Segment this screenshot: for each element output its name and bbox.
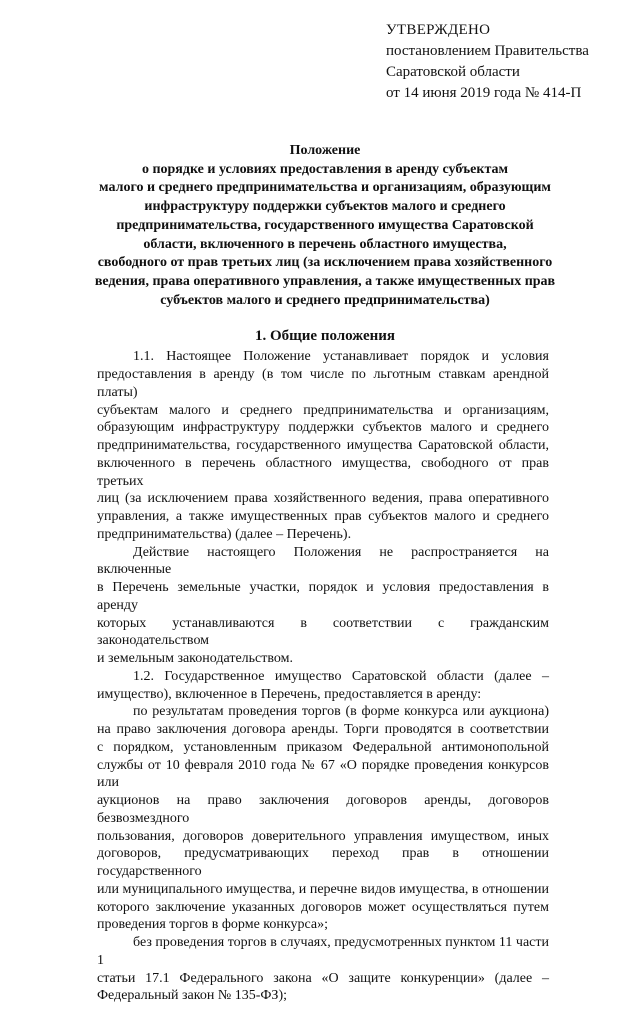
paragraph-line: которых устанавливаются в соответствии с гражданским законодательством [97,615,549,649]
document-title [80,142,570,310]
paragraph-line: пользования, договоров доверительного управления имуществом, иных [97,828,549,844]
title-line: малого и среднего предпринимательства и организациям, образующим [99,180,551,196]
paragraph-line: имущество), включенное в Перечень, предоставляется в аренду: [97,686,482,702]
document-body [97,348,549,1005]
paragraph-line: предоставления в аренду (в том числе по льготным ставкам арендной платы) [97,367,549,400]
title-line: ведения, права оперативного управления, а также имущественных прав [94,273,556,289]
approval-heading: УТВЕРЖДЕНО [386,22,491,38]
paragraph-line: службы от 10 февраля 2010 года № 67 «О порядке проведения конкурсов или [97,757,549,791]
approval-line: постановлением Правительства [386,43,589,59]
paragraph-line: которого заключение указанных договоров может осуществляться путем [97,899,549,915]
title-line: области, включенного в перечень областного имущества, [143,236,507,252]
title-line: предпринимательства, государственного имущества Саратовской [116,217,534,233]
paragraph [97,544,549,668]
paragraph-line: с порядком, установленным приказом Федеральной антимонопольной [97,739,549,755]
title-line: инфраструктуру поддержки субъектов малого и среднего [144,199,506,215]
paragraph-line: управления, а также имущественных прав субъектов малого и среднего [97,509,549,525]
paragraph-line: статьи 17.1 Федерального закона «О защите конкуренции» (далее – [97,970,549,986]
approval-line: Саратовской области [386,64,520,80]
paragraph [97,703,549,934]
paragraph-line: предпринимательства, государственного имущества Саратовской области, [97,438,549,454]
paragraph [97,348,549,543]
paragraph-line: без проведения торгов в случаях, предусмотренных пунктом 11 части 1 [97,935,549,968]
paragraph-line: договоров, предусматривающих переход прав в отношении государственного [97,846,549,880]
paragraph-line: в Перечень земельные участки, порядок и условия предоставления в аренду [97,580,549,613]
paragraph-line: по результатам проведения торгов (в форме конкурса или аукциона) [133,704,549,720]
paragraph-line: включенного в перечень областного имущества, свободного от прав третьих [97,455,549,489]
paragraph-line: субъектам малого и среднего предпринимательства и организациям, [97,402,549,418]
paragraph-line: лиц (за исключением права хозяйственного ведения, права оперативного [97,491,549,507]
title-heading: Положение [289,143,361,158]
title-line: свободного от прав третьих лиц (за исключением права хозяйственного [97,255,553,271]
paragraph-line: на право заключения договора аренды. Торги проводятся в соответствии [97,722,549,738]
paragraph-line: 1.2. Государственное имущество Саратовской области (далее – [133,668,549,684]
paragraph-line: аукционов на право заключения договоров аренды, договоров безвозмездного [97,793,549,826]
paragraph-line: проведения торгов в форме конкурса»; [97,917,328,933]
approval-stamp [386,20,640,104]
title-line: о порядке и условиях предоставления в аренду субъектам [141,161,509,177]
paragraph-line: предпринимательства) (далее – Перечень). [97,526,352,542]
title-line: субъектов малого и среднего предпринимательства) [160,292,490,308]
section-heading: 1. Общие положения [254,328,396,345]
paragraph-line: Действие настоящего Положения не распространяется на включенные [97,544,549,578]
paragraph-line: 1.1. Настоящее Положение устанавливает порядок и условия [133,349,549,365]
paragraph-line: или муниципального имущества, и перечне видов имущества, в отношении [97,881,549,897]
paragraph [97,668,549,704]
paragraph-line: и земельным законодательством. [97,651,293,667]
paragraph-line: Федеральный закон № 135-ФЗ); [97,988,287,1004]
paragraph-line: образующим инфраструктуру поддержки субъектов малого и среднего [97,420,549,436]
paragraph [97,934,549,1005]
approval-line: от 14 июня 2019 года № 414-П [386,85,582,101]
